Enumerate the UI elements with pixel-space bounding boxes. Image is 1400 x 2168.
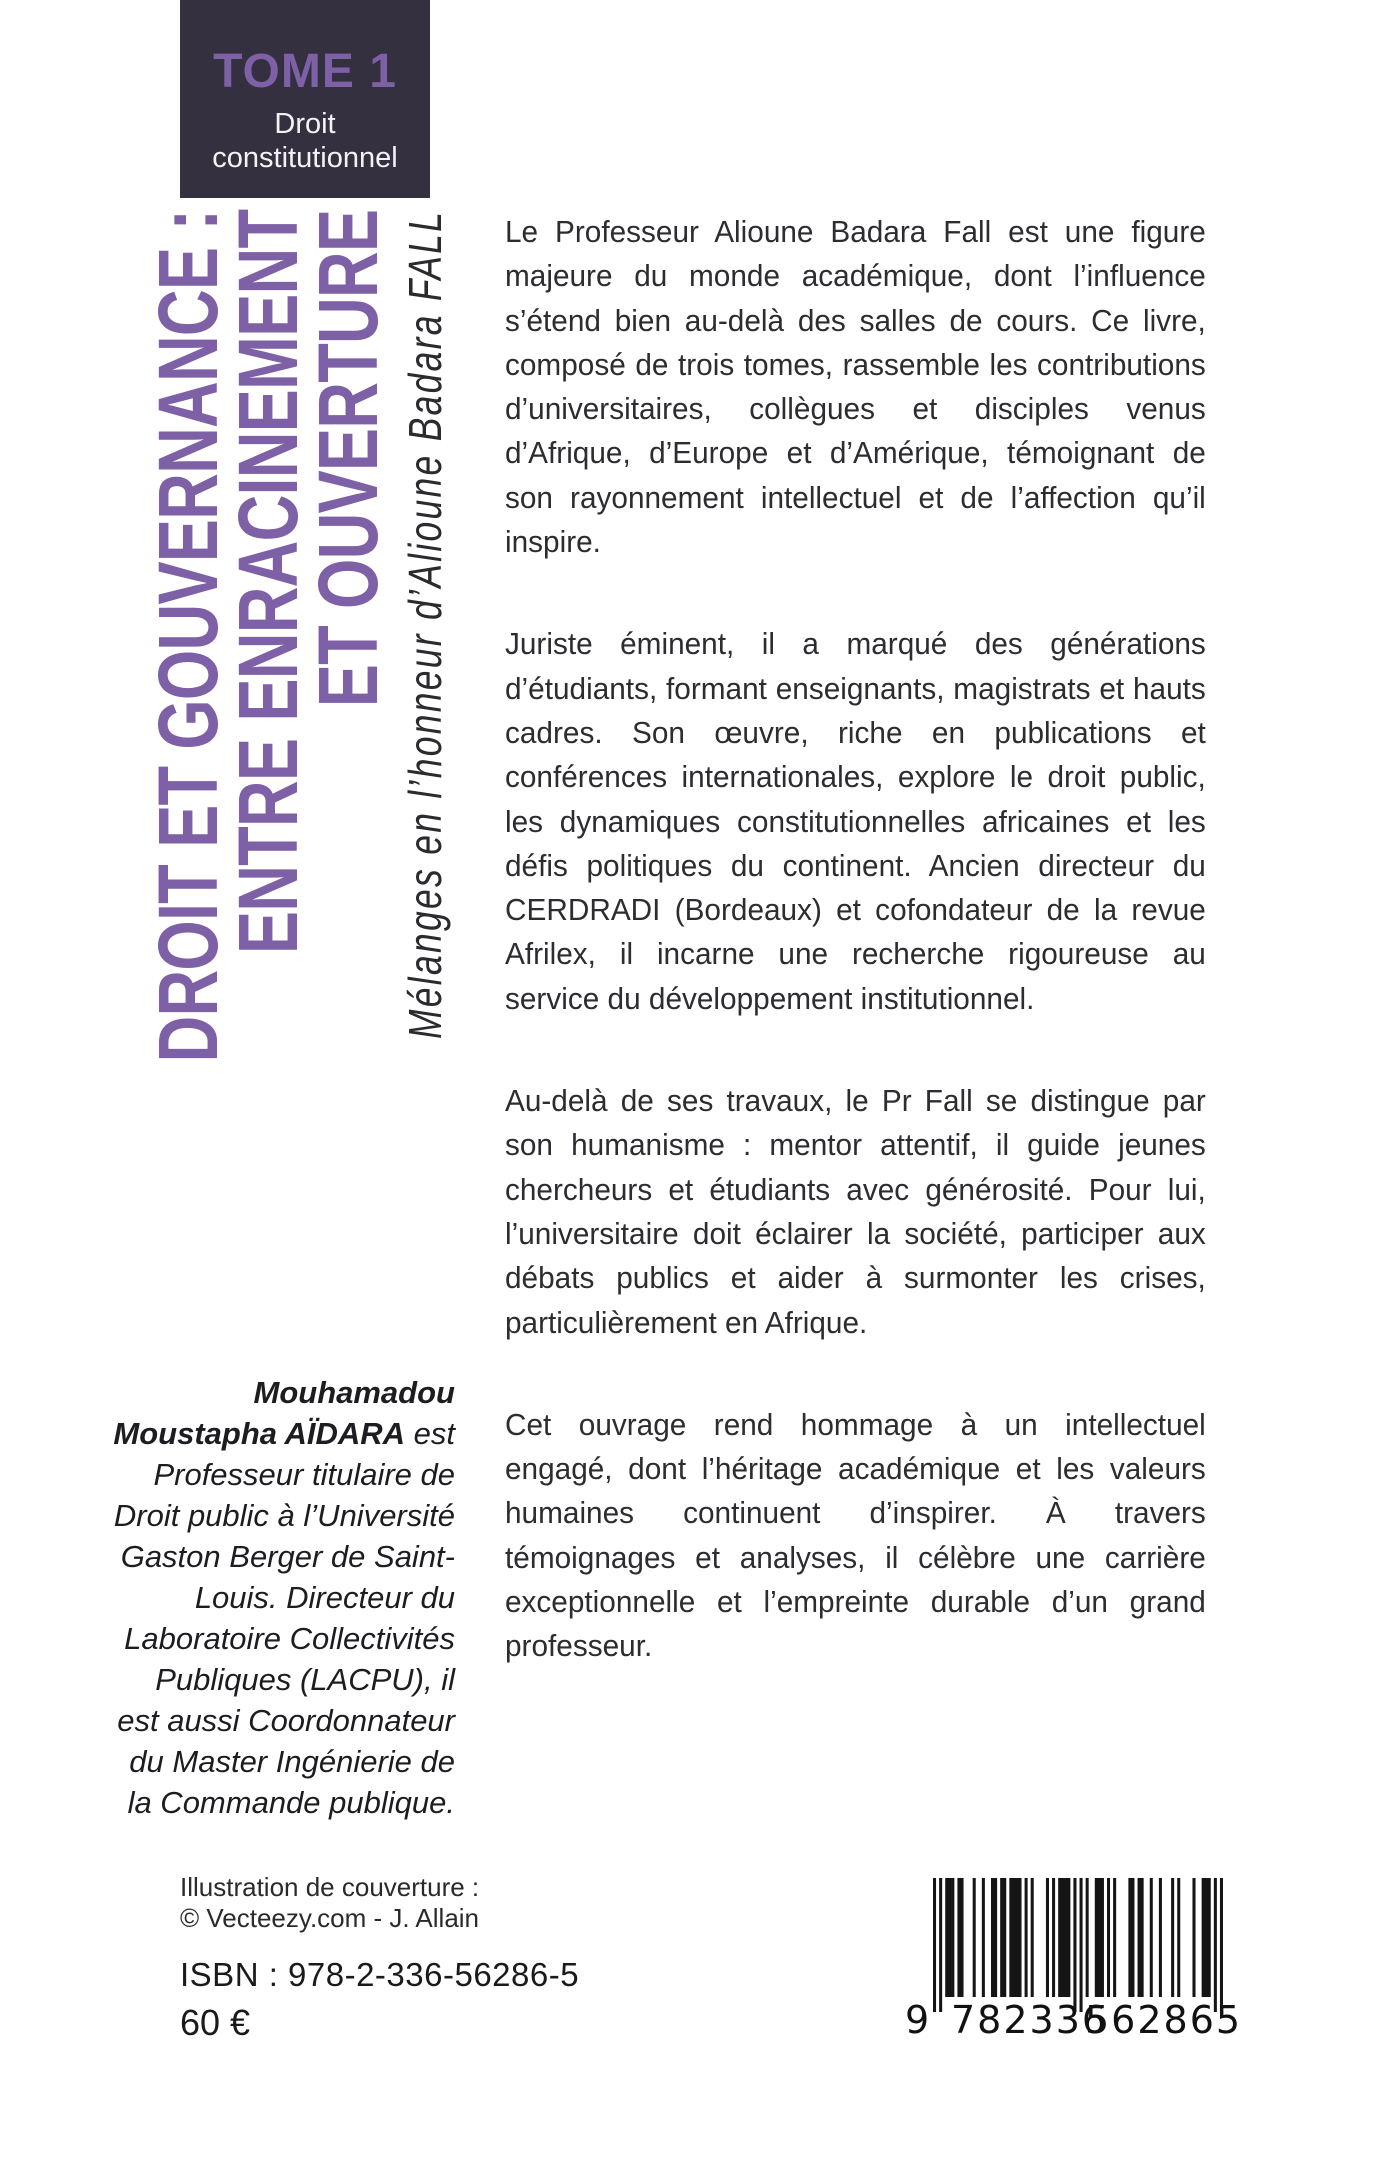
isbn: ISBN : 978-2-336-56286-5 [180, 1956, 580, 1993]
barcode-digit-first: 9 [905, 1998, 930, 2042]
author-bio [110, 1372, 455, 1823]
title-line-2: ENTRE ENRACINEMENT [221, 209, 315, 955]
barcode-digits-left: 782336 [951, 1998, 1109, 2042]
author-bio-text: est Professeur titulaire de Droit public à l’Université Gaston Berger de Saint-Louis. Directeur du Laboratoire Collectivités Publiques (LACPU), il est aussi Coordonnateur du Master Ingénierie de la Commande publique. [113, 1416, 455, 1820]
barcode-digits-right: 562865 [1085, 1998, 1243, 2042]
synopsis-paragraph-3: Au-delà de ses travaux, le Pr Fall se distingue par son humanisme : mentor attentif, il guide jeunes chercheurs et étudiants avec générosité. Pour lui, l’universitaire doit éclairer la société, participer aux débats publics et aider à surmonter les crises, particulièrement en Afrique. [505, 1083, 1206, 1340]
tome-number: TOME 1 [213, 45, 397, 98]
ean13-barcode [933, 1878, 1223, 2012]
tome-badge [180, 0, 430, 198]
cover-illustration-credit [180, 1872, 640, 1934]
synopsis-paragraph-1: Le Professeur Alioune Badara Fall est une figure majeure du monde académique, dont l’influence s’étend bien au-delà des salles de cours. Ce livre, composé de trois tomes, rassemble les contributions d’universitaires, collègues et disciples venus d’Afrique, d’Europe et d’Amérique, témoignant de son rayonnement intellectuel et de l’affection qu’il inspire. [505, 214, 1206, 560]
barcode-digits [905, 1998, 1243, 2043]
title-line-3: ET OUVERTURE [301, 209, 395, 708]
title-line-1: DROIT ET GOUVERNANCE : [141, 209, 235, 1063]
credit-line-2: © Vecteezy.com - J. Allain [180, 1903, 480, 1933]
author-name: Mouhamadou Moustapha AÏDARA [113, 1375, 455, 1451]
credit-line-1: Illustration de couverture : [180, 1872, 480, 1902]
price: 60 € [180, 2002, 251, 2043]
spine-title-block [141, 209, 460, 1103]
tome-subject: Droit constitutionnel [212, 108, 398, 174]
barcode-block [905, 1878, 1243, 2043]
synopsis [505, 210, 1206, 1727]
synopsis-paragraph-4: Cet ouvrage rend hommage à un intellectuel engagé, dont l’héritage académique et les valeurs humaines continuent d’inspirer. À travers témoignages et analyses, il célèbre une carrière exceptionnelle et l’empreinte durable d’un grand professeur. [505, 1406, 1206, 1664]
title-subtitle: Mélanges en l’honneur d’Alioune Badara FALL [399, 209, 451, 1040]
synopsis-paragraph-2: Juriste éminent, il a marqué des générations d’étudiants, formant enseignants, magistrats et hauts cadres. Son œuvre, riche en publications et conférences internationales, explore le droit public, les dynamiques constitutionnelles africaines et les défis politiques du continent. Ancien directeur du CERDRADI (Bordeaux) et cofondateur de la revue Afrilex, il incarne une recherche rigoureuse au service du développement institutionnel. [505, 626, 1206, 1016]
